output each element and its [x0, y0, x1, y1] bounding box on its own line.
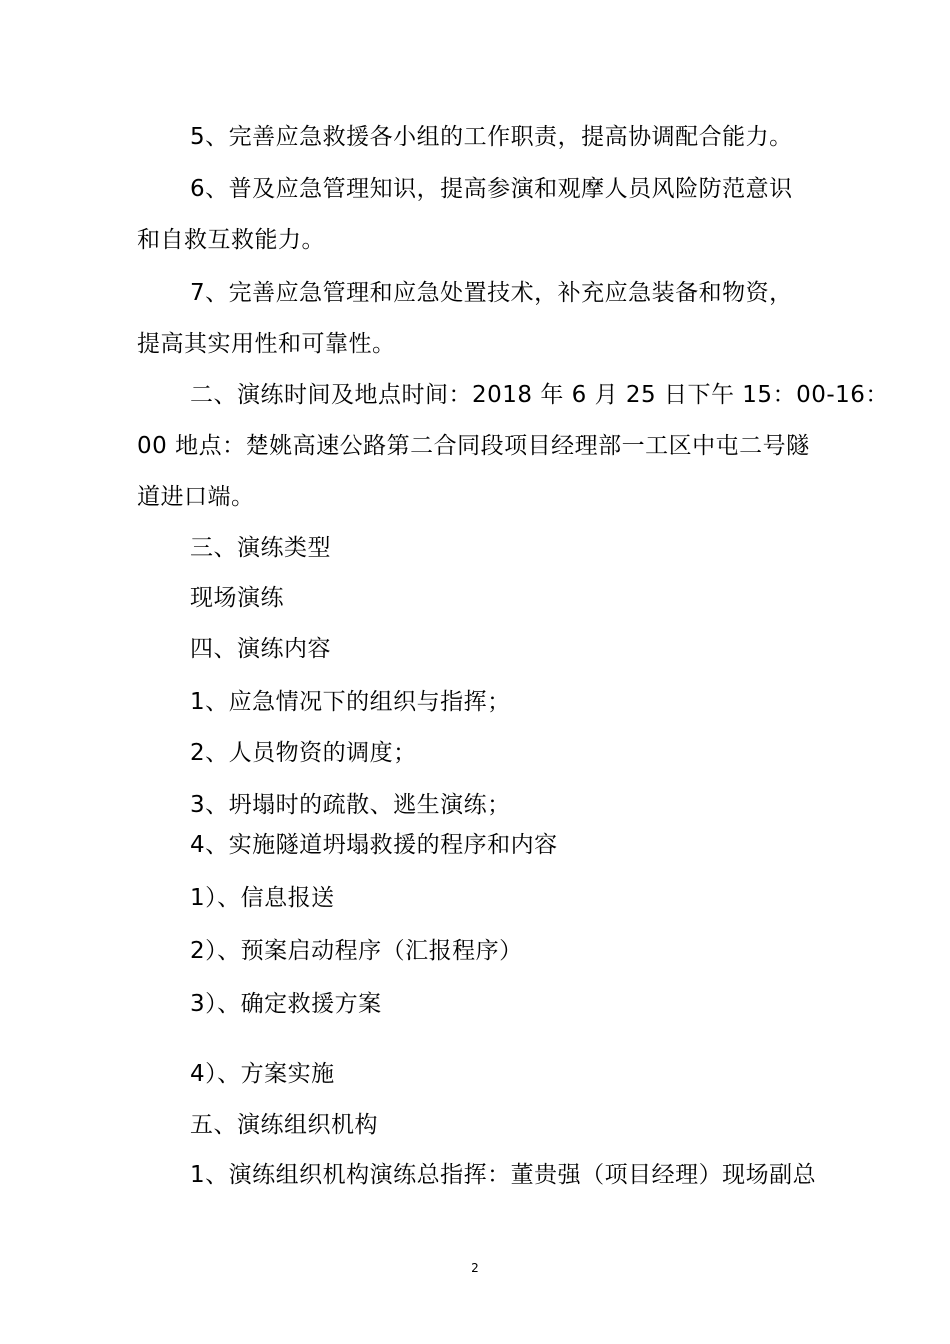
- list-item: 4）、方案实施: [190, 1061, 335, 1087]
- text-line: 00 地点：楚姚高速公路第二合同段项目经理部一工区中屯二号隧: [137, 433, 810, 459]
- text-line: 5、完善应急救援各小组的工作职责，提高协调配合能力。: [190, 124, 793, 150]
- list-item: 1、应急情况下的组织与指挥；: [190, 689, 511, 715]
- list-item: 4、实施隧道坍塌救援的程序和内容: [190, 832, 558, 858]
- text-line: 7、完善应急管理和应急处置技术，补充应急装备和物资，: [190, 280, 793, 306]
- page-number: 2: [471, 1261, 479, 1275]
- text-line: 和自救互救能力。: [137, 227, 325, 253]
- list-item: 3）、确定救援方案: [190, 991, 382, 1017]
- list-item: 2）、预案启动程序（汇报程序）: [190, 938, 523, 964]
- list-item: 1）、信息报送: [190, 885, 335, 911]
- text-line: 道进口端。: [137, 484, 255, 510]
- text-line: 现场演练: [190, 585, 284, 611]
- text-line: 1、演练组织机构演练总指挥：董贵强（项目经理）现场副总: [190, 1162, 817, 1188]
- section-heading: 三、演练类型: [190, 535, 331, 561]
- list-item: 3、坍塌时的疏散、逃生演练；: [190, 792, 511, 818]
- section-heading: 四、演练内容: [190, 636, 331, 662]
- section-heading: 五、演练组织机构: [190, 1112, 378, 1138]
- text-line: 6、普及应急管理知识，提高参演和观摩人员风险防范意识: [190, 176, 793, 202]
- list-item: 2、人员物资的调度；: [190, 740, 417, 766]
- section-heading: 二、演练时间及地点时间：2018 年 6 月 25 日下午 15：00-16：: [190, 382, 889, 408]
- text-line: 提高其实用性和可靠性。: [137, 331, 396, 357]
